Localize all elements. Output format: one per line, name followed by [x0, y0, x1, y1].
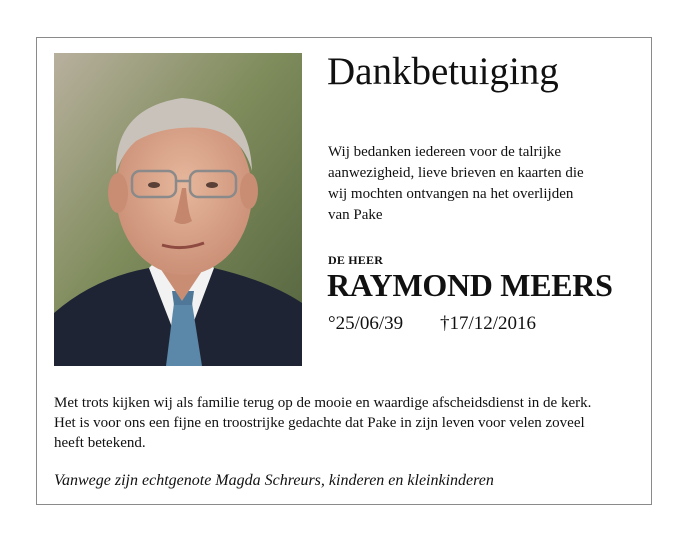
birth-date: °25/06/39 — [328, 313, 404, 334]
body-text: Met trots kijken wij als familie terug op de mooie en waardige afscheidsdienst in de kerk. Het is voor ons een fijne en troostrijke gedachte dat Pake in zijn leven voor velen zoveel heeft betekend. — [54, 395, 592, 451]
family-signature: Vanwege zijn echtgenote Magda Schreurs, kinderen en kleinkinderen — [54, 472, 494, 489]
card-title: Dankbetuiging — [327, 50, 559, 93]
portrait-image — [54, 53, 302, 366]
obituary-card — [36, 37, 652, 505]
portrait-photo — [54, 53, 302, 366]
death-date: †17/12/2016 — [440, 313, 537, 334]
deceased-name: RAYMOND MEERS — [327, 267, 613, 303]
honorific: DE HEER — [328, 253, 384, 267]
thanks-text: Wij bedanken iedereen voor de talrijke aanwezigheid, lieve brieven en kaarten die wij mochten ontvangen na het overlijden van Pake — [328, 144, 584, 223]
